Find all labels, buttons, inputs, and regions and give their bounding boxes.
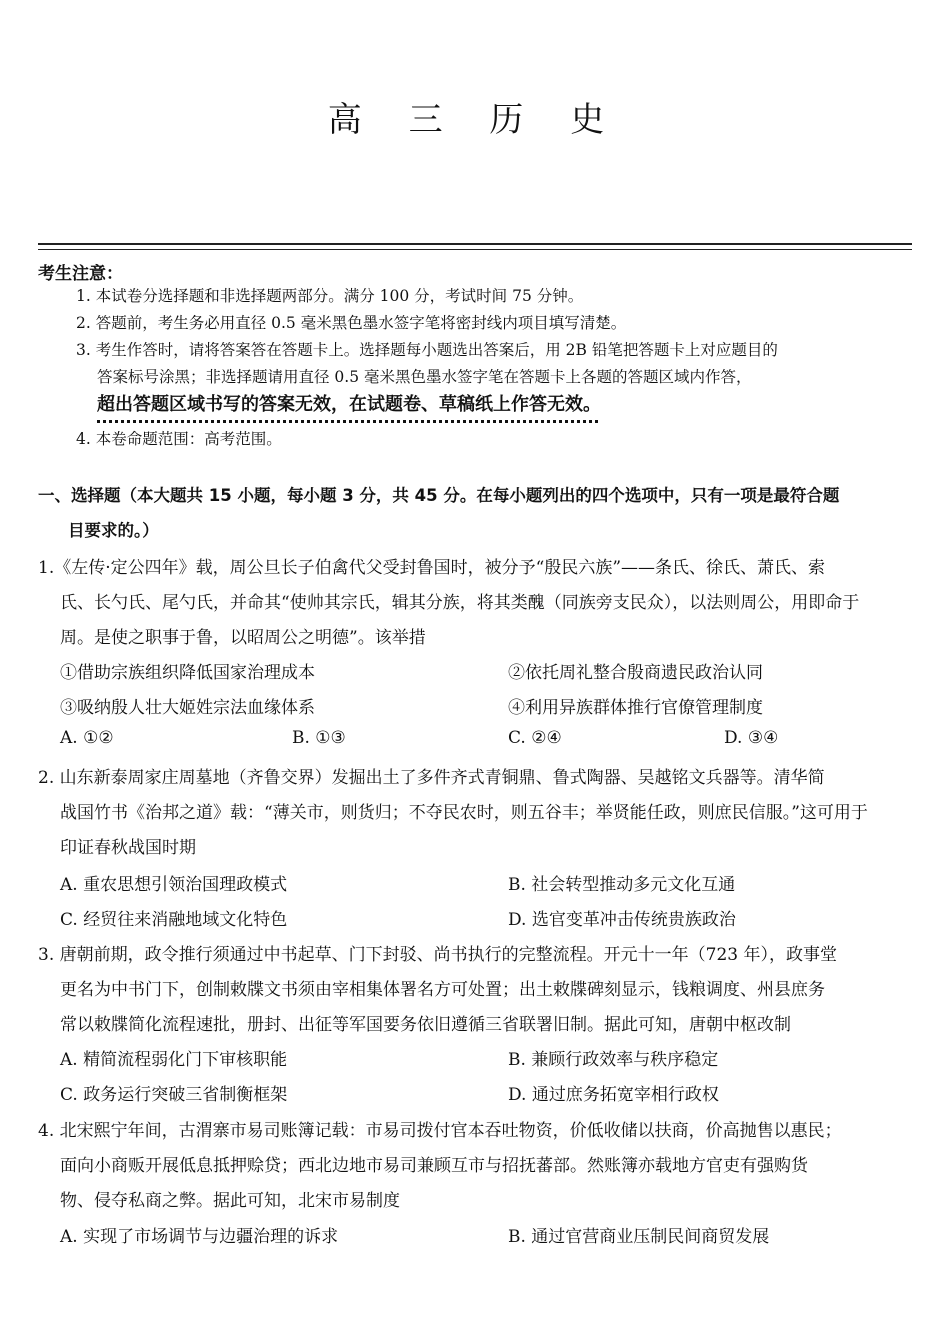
notice-item-1: 1. 本试卷分选择题和非选择题两部分。满分 100 分，考试时间 75 分钟。: [76, 287, 584, 305]
q4-line-3: 物、侵夺私商之弊。据此可知，北宋市易制度: [60, 1191, 400, 1211]
exam-title: 高 三 历 史: [327, 100, 623, 140]
q2-choice-c: C. 经贸往来消融地域文化特色: [60, 910, 288, 930]
notice-item-3-cont: 答案标号涂黑；非选择题请用直径 0.5 毫米黑色墨水签字笔在答题卡上各题的答题区域内作答，: [97, 368, 752, 386]
q2-line-2: 战国竹书《治邦之道》载：“薄关市，则货归；不夺民农时，则五谷丰；举贤能任政，则庶民信服。”这可用于: [60, 803, 868, 823]
q4-line-2: 面向小商贩开展低息抵押赊贷；西北边地市易司兼顾互市与招抚蕃部。然账簿亦载地方官吏有强购货: [60, 1156, 808, 1176]
q4-choice-a: A. 实现了市场调节与边疆治理的诉求: [60, 1227, 339, 1247]
q1-statement-2: ②依托周礼整合殷商遗民政治认同: [508, 663, 763, 683]
q1-statement-3: ③吸纳殷人壮大姬姓宗法血缘体系: [60, 698, 315, 718]
q1-line-3: 周。是使之职事于鲁，以昭周公之明德”。该举措: [60, 628, 426, 648]
q3-line-3: 常以敕牒简化流程速批，册封、出征等军国要务依旧遵循三省联署旧制。据此可知，唐朝中枢改制: [60, 1015, 791, 1035]
q1-line-2: 氏、长勺氏、尾勺氏，并命其“使帅其宗氏，辑其分族，将其类醜（同族旁支民众），以法则周公，用即命于: [60, 593, 860, 613]
q3-choice-b: B. 兼顾行政效率与秩序稳定: [508, 1050, 719, 1070]
header-rule-thick: [38, 243, 912, 245]
q4-line-1: 4. 北宋熙宁年间，古渭寨市易司账簿记载：市易司拨付官本吞吐物资，价低收储以扶商，价高抛售以惠民；: [38, 1121, 842, 1141]
q2-choice-a: A. 重农思想引领治国理政模式: [60, 875, 288, 895]
q2-choice-d: D. 选官变革冲击传统贵族政治: [508, 910, 736, 930]
header-rule-thin: [38, 249, 912, 250]
q1-line-1: 1.《左传·定公四年》载，周公旦长子伯禽代父受封鲁国时，被分予“殷民六族”——条氏、徐氏、萧氏、索: [38, 558, 826, 578]
q3-choice-d: D. 通过庶务拓宽宰相行政权: [508, 1085, 719, 1105]
q2-choice-b: B. 社会转型推动多元文化互通: [508, 875, 736, 895]
q3-choice-a: A. 精简流程弱化门下审核职能: [60, 1050, 288, 1070]
notice-item-2: 2. 答题前，考生务必用直径 0.5 毫米黑色墨水签字笔将密封线内项目填写清楚。: [76, 314, 627, 332]
section-heading-line1: 一、选择题（本大题共 15 小题，每小题 3 分，共 45 分。在每小题列出的四个选项中，只有一项是最符合题: [38, 486, 840, 505]
section-heading-line2: 目要求的。）: [68, 521, 159, 540]
q3-line-1: 3. 唐朝前期，政令推行须通过中书起草、门下封驳、尚书执行的完整流程。开元十一年（723 年），政事堂: [38, 945, 837, 965]
q1-statement-4: ④利用异族群体推行官僚管理制度: [508, 698, 763, 718]
notice-item-4: 4. 本卷命题范围：高考范围。: [76, 430, 282, 448]
notice-heading: 考生注意：: [38, 264, 123, 284]
q3-choice-c: C. 政务运行突破三省制衡框架: [60, 1085, 288, 1105]
q1-choice-c: C. ②④: [508, 728, 562, 748]
q2-line-1: 2. 山东新泰周家庄周墓地（齐鲁交界）发掘出土了多件齐式青铜鼎、鲁式陶器、吴越铭文兵器等。清华简: [38, 768, 825, 788]
q2-line-3: 印证春秋战国时期: [60, 838, 196, 858]
notice-item-3-emphasis: 超出答题区域书写的答案无效，在试题卷、草稿纸上作答无效。: [97, 394, 601, 415]
q1-choice-d: D. ③④: [724, 728, 779, 748]
notice-item-3: 3. 考生作答时，请将答案答在答题卡上。选择题每小题选出答案后，用 2B 铅笔把答题卡上对应题目的: [76, 341, 778, 359]
q1-choice-b: B. ①③: [292, 728, 346, 748]
q1-statement-1: ①借助宗族组织降低国家治理成本: [60, 663, 315, 683]
q1-choice-a: A. ①②: [60, 728, 114, 748]
q4-choice-b: B. 通过官营商业压制民间商贸发展: [508, 1227, 770, 1247]
q3-line-2: 更名为中书门下，创制敕牒文书须由宰相集体署名方可处置；出土敕牒碑刻显示，钱粮调度、州县庶务: [60, 980, 825, 1000]
